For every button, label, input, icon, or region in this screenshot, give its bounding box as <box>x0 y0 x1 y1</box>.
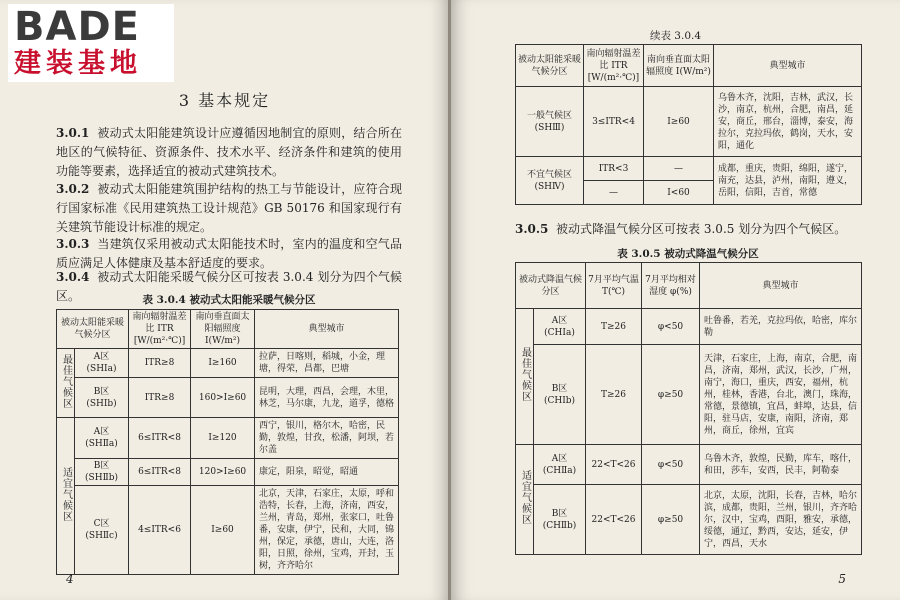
cities-cell: 昆明，大理，西昌，会理，木里，林芝，马尔康，九龙，道孚，德格 <box>255 378 399 418</box>
group-label-best: 最佳气候区 <box>57 349 75 418</box>
itr-cell: ITR<3 <box>584 157 644 181</box>
cities-cell: 北京，太原，沈阳，长春，吉林，哈尔滨，成都，贵阳，兰州，银川，齐齐哈尔，汉中，宝鸡，酉阳，雅安，承德，绥德，通辽，黔西，安达，延安，伊宁，西昌，天水 <box>700 485 862 555</box>
humidity-cell: φ≥50 <box>642 345 700 445</box>
dash-cell: — <box>644 157 714 181</box>
cities-cell: 西宁，银川，格尔木，哈密，民勤，敦煌，甘孜，松潘，阿坝，若尔盖 <box>255 418 399 459</box>
clause-number: 3.0.3 <box>56 237 90 251</box>
left-page <box>0 0 449 600</box>
header-cities: 典型城市 <box>255 310 399 349</box>
cities-cell: 北京，天津，石家庄，太原，呼和浩特，长春，上海，济南，西安，兰州，青岛，郑州，张家口，吐鲁番，安康，伊宁，民和，大同，锦州，保定，承德，唐山，大连，洛阳，日照，徐州，宝鸡，开封，玉树，齐齐哈尔 <box>255 486 399 575</box>
irradiance-cell: I<60 <box>644 181 714 205</box>
table-row <box>516 87 862 157</box>
table-row <box>516 345 862 445</box>
header-humidity: 7月平均相对湿度 φ(%) <box>642 263 700 309</box>
table-row <box>516 445 862 485</box>
clause-text: 被动式太阳能采暖气候分区可按表 3.0.4 划分为四个气候区。 <box>56 270 402 303</box>
page-number-right: 5 <box>838 572 846 586</box>
zone-cell: A区 (CHⅡa) <box>534 445 586 485</box>
cities-cell: 成都，重庆，贵阳，绵阳，遂宁，南充，达县，泸州，南阳，遵义，岳阳，信阳，吉首，常德 <box>714 157 862 205</box>
zone-cell: A区 (SHⅡa) <box>75 418 129 459</box>
cities-cell: 乌鲁木齐，沈阳，吉林，武汉，长沙，南京，杭州，合肥，南昌，延安，商丘，邢台，淄博，泰安，海拉尔，克拉玛依，鹤岗，天水，安阳，通化 <box>714 87 862 157</box>
itr-cell: 3≤ITR<4 <box>584 87 644 157</box>
table-row <box>516 157 862 181</box>
header-itr: 南向辐射温差比 ITR [W/(m²·℃)] <box>129 310 191 349</box>
clause-number: 3.0.2 <box>56 182 90 196</box>
clause-text: 被动式太阳能建筑设计应遵循因地制宜的原则，结合所在地区的气候特征、资源条件、技术水平、经济条件和建筑的使用功能等要素，选择适宜的被动式建筑技术。 <box>56 126 402 178</box>
header-zone: 被动太阳能采暖气候分区 <box>516 45 584 87</box>
irradiance-cell: 120>I≥60 <box>191 459 255 486</box>
clause-number: 3.0.5 <box>515 222 549 236</box>
zone-cell: C区 (SHⅡc) <box>75 486 129 575</box>
group-label-suitable: 适宜气候区 <box>57 418 75 575</box>
temperature-cell: T≥26 <box>586 345 642 445</box>
header-cities: 典型城市 <box>714 45 862 87</box>
page-number-left: 4 <box>66 572 74 586</box>
irradiance-cell: I≥160 <box>191 349 255 378</box>
clause-number: 3.0.4 <box>56 270 90 284</box>
itr-cell: ITR≥8 <box>129 349 191 378</box>
clause-text: 被动式太阳能建筑围护结构的热工与节能设计，应符合现行国家标准《民用建筑热工设计规范》GB 50176 和国家现行有关建筑节能设计标准的规定。 <box>56 182 402 234</box>
clause-number: 3.0.1 <box>56 126 90 140</box>
table-row <box>516 309 862 345</box>
table-3-0-5 <box>515 262 862 555</box>
clause-3-0-5 <box>515 220 861 239</box>
zone-cell: 不宜气候区 (SHⅣ) <box>516 157 584 205</box>
logo-text-cn: 建装基地 <box>14 48 142 79</box>
group-label-best: 最佳气候区 <box>516 309 534 445</box>
header-zone: 被动太阳能采暖气候分区 <box>57 310 129 349</box>
cities-cell: 吐鲁番，若羌，克拉玛依，哈密，库尔勒 <box>700 309 862 345</box>
irradiance-cell: 160>I≥60 <box>191 378 255 418</box>
zone-cell: B区 (SHⅡb) <box>75 459 129 486</box>
clause-text: 被动式降温气候分区可按表 3.0.5 划分为四个气候区。 <box>556 222 847 236</box>
itr-cell: 6≤ITR<8 <box>129 418 191 459</box>
clause-3-0-2 <box>56 180 402 237</box>
cities-cell: 康定，阳泉，昭觉，昭通 <box>255 459 399 486</box>
itr-cell: 4≤ITR<6 <box>129 486 191 575</box>
right-page <box>451 0 900 600</box>
zone-cell: 一般气候区 (SHⅢ) <box>516 87 584 157</box>
zone-cell: B区 (CHⅡb) <box>534 485 586 555</box>
temperature-cell: 22<T<26 <box>586 485 642 555</box>
cities-cell: 乌鲁木齐，敦煌，民勤，库车，喀什，和田，莎车，安西，民丰，阿勒泰 <box>700 445 862 485</box>
itr-cell: 6≤ITR<8 <box>129 459 191 486</box>
irradiance-cell: I≥60 <box>191 486 255 575</box>
dash-cell: — <box>584 181 644 205</box>
header-temperature: 7月平均气温 T(℃) <box>586 263 642 309</box>
table-3-0-5-title: 表 3.0.5 被动式降温气候分区 <box>617 248 759 260</box>
humidity-cell: φ<50 <box>642 309 700 345</box>
cities-cell: 天津，石家庄，上海，南京，合肥，南昌，济南，郑州，武汉，长沙，广州，南宁，海口，重庆，西安，福州，杭州，桂林，香港，台北，澳门，珠海，常德，景德镇，宜昌，蚌埠，达县，信阳，驻马店，安康，南阳，济南，郑州，商丘，徐州，宜宾 <box>700 345 862 445</box>
header-irradiance: 南向垂直面太阳辐照度 I(W/m²) <box>191 310 255 349</box>
zone-cell: A区 (SHⅠa) <box>75 349 129 378</box>
table-row <box>57 486 399 575</box>
humidity-cell: φ<50 <box>642 445 700 485</box>
zone-cell: B区 (SHⅠb) <box>75 378 129 418</box>
clause-3-0-1 <box>56 124 402 181</box>
temperature-cell: 22<T<26 <box>586 445 642 485</box>
table-cont-title: 续表 3.0.4 <box>649 30 702 42</box>
header-cities: 典型城市 <box>700 263 862 309</box>
logo-text-en: BADE <box>14 4 140 50</box>
header-itr: 南向辐射温差比 ITR [W/(m²·℃)] <box>584 45 644 87</box>
table-row <box>57 418 399 459</box>
header-irradiance: 南向垂直面太阳辐照度 I(W/m²) <box>644 45 714 87</box>
humidity-cell: φ≥50 <box>642 485 700 555</box>
itr-cell: ITR≥8 <box>129 378 191 418</box>
temperature-cell: T≥26 <box>586 309 642 345</box>
cities-cell: 拉萨，日喀则，稻城，小金，理塘，得荣，昌都，巴塘 <box>255 349 399 378</box>
table-row <box>516 485 862 555</box>
table-3-0-4 <box>56 309 399 575</box>
table-row <box>57 378 399 418</box>
zone-cell: A区 (CHⅠa) <box>534 309 586 345</box>
logo <box>8 4 174 82</box>
irradiance-cell: I≥120 <box>191 418 255 459</box>
clause-text: 当建筑仅采用被动式太阳能技术时，室内的温度和空气品质应满足人体健康及基本舒适度的要求。 <box>56 237 402 270</box>
table-row <box>57 459 399 486</box>
table-3-0-4-continued <box>515 44 862 205</box>
chapter-title: 3 基本规定 <box>178 91 271 110</box>
zone-cell: B区 (CHⅠb) <box>534 345 586 445</box>
table-row <box>57 349 399 378</box>
header-zone: 被动式降温气候分区 <box>516 263 586 309</box>
table-3-0-4-title: 表 3.0.4 被动式太阳能采暖气候分区 <box>142 294 316 306</box>
group-label-suitable: 适宜气候区 <box>516 445 534 555</box>
irradiance-cell: I≥60 <box>644 87 714 157</box>
